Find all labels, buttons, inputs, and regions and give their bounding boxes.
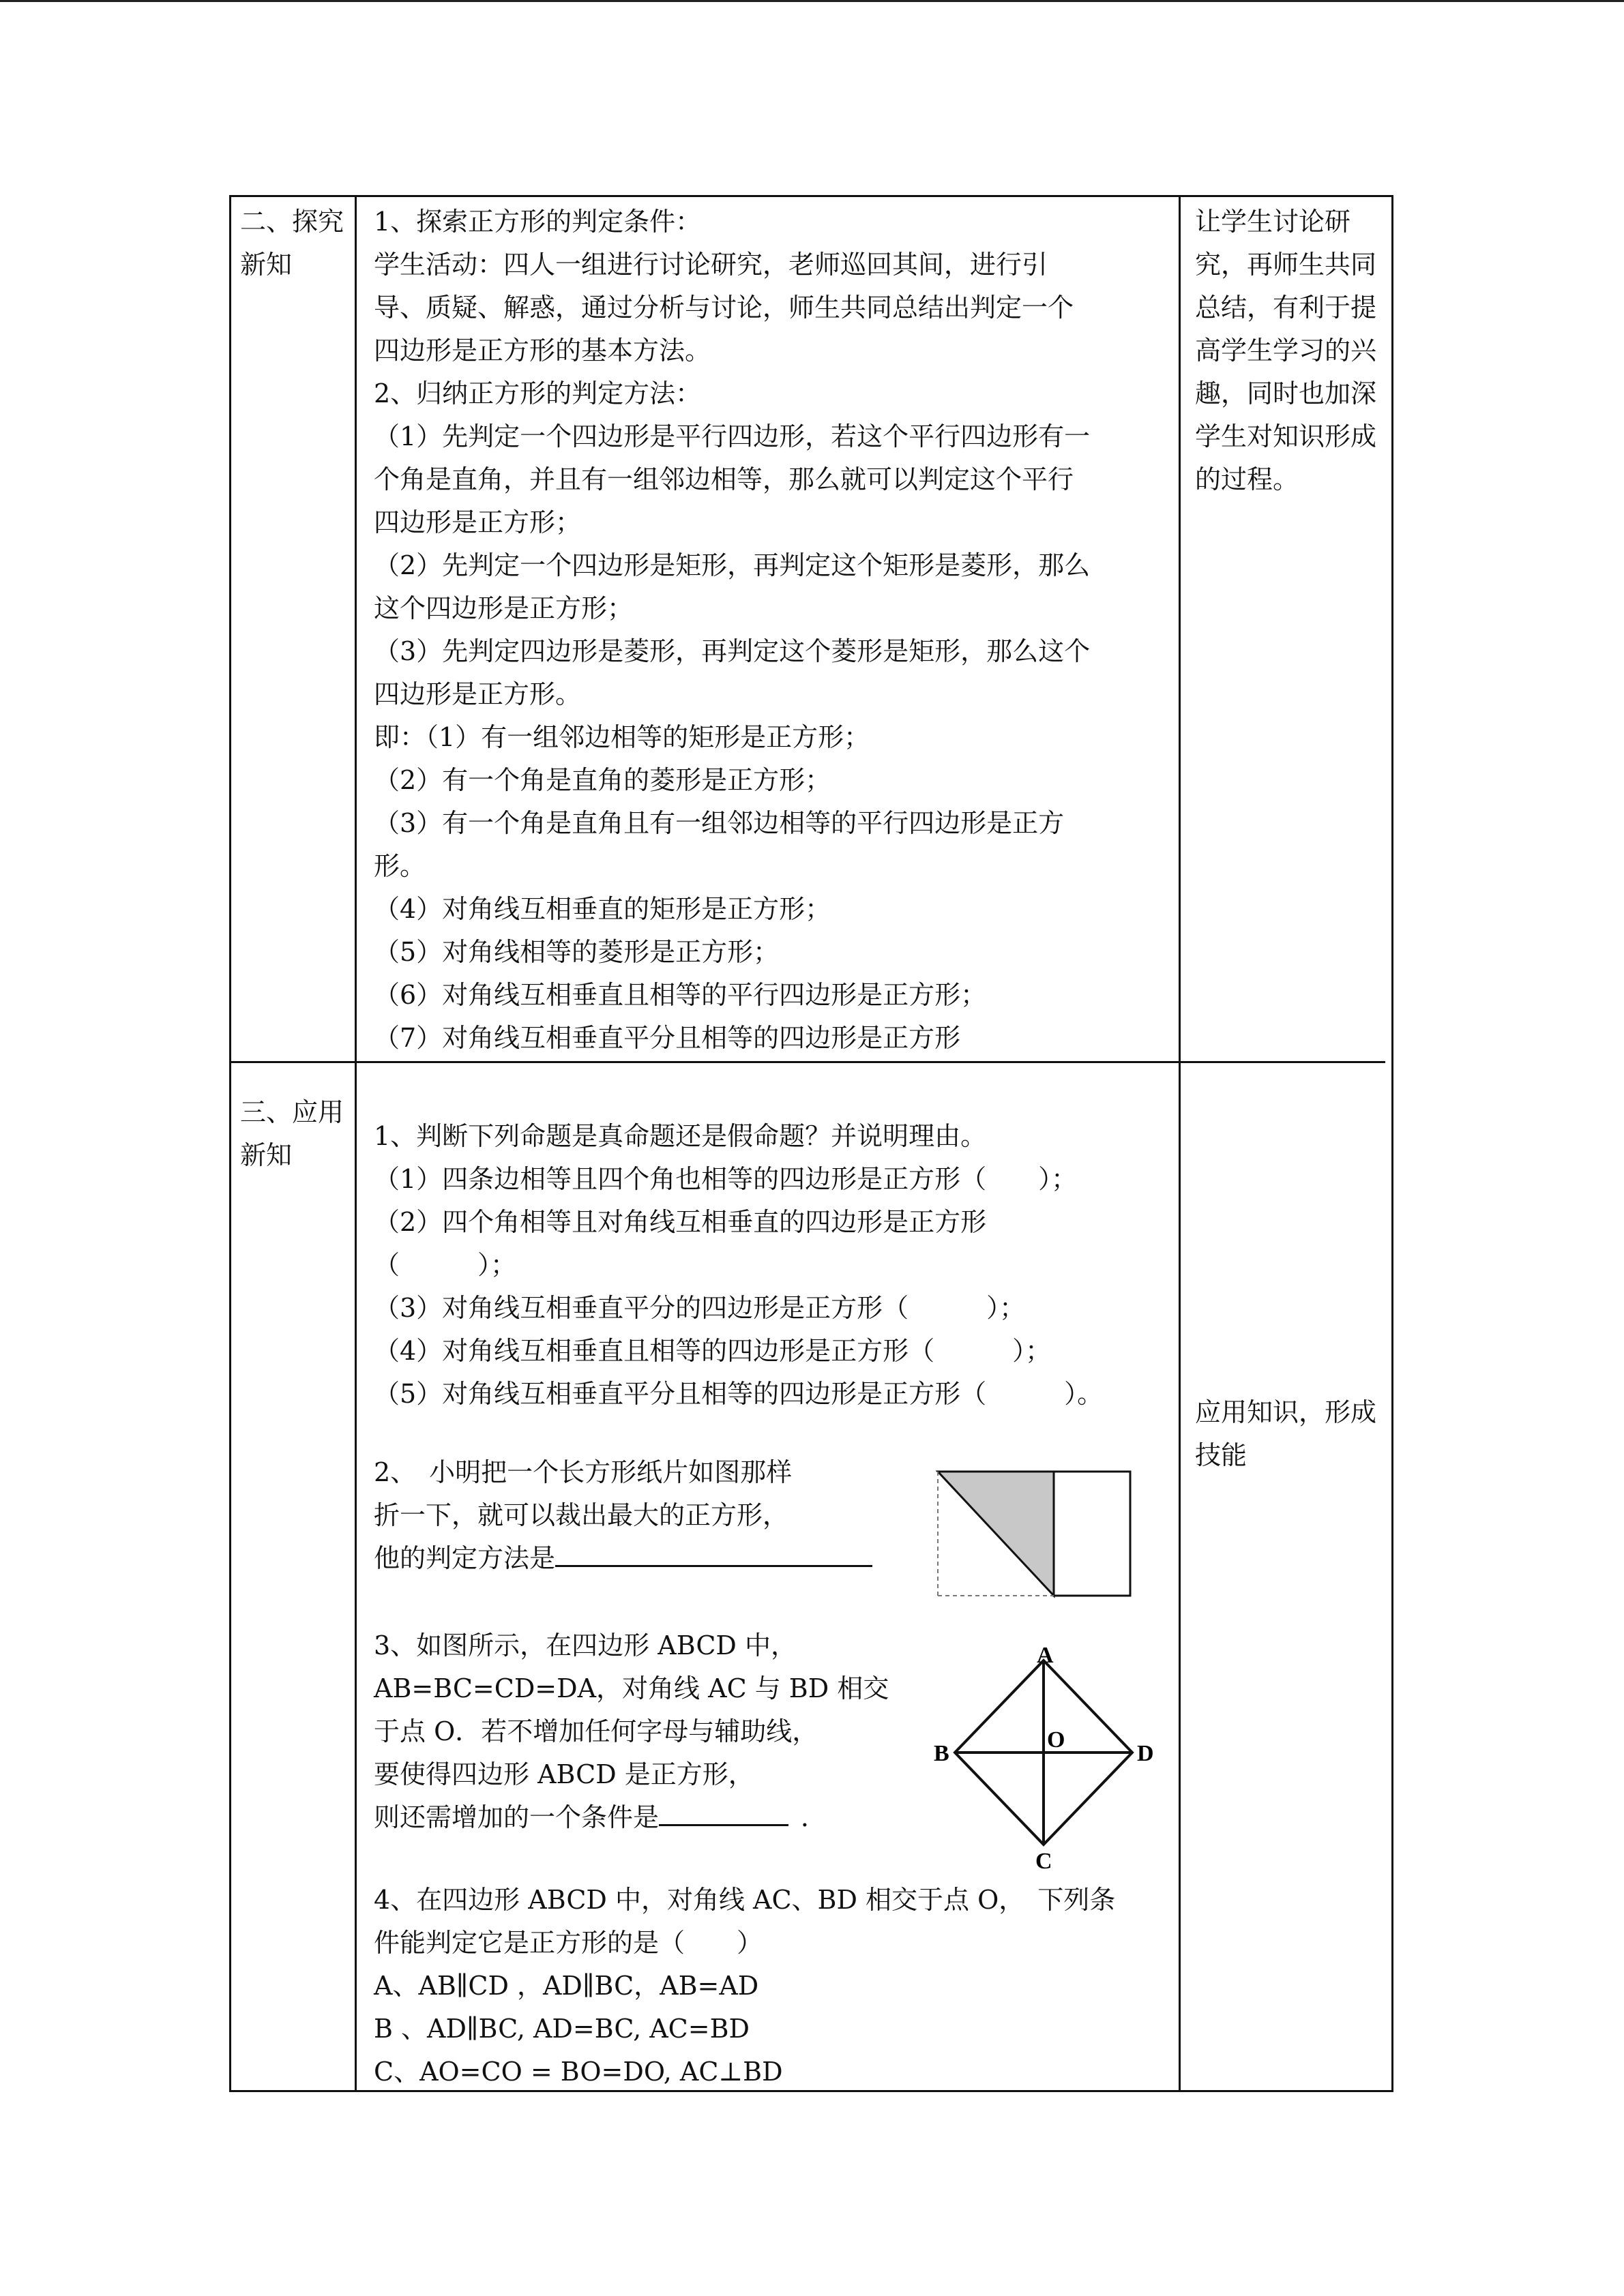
- rhombus-abcd-figure: [924, 1637, 1170, 1882]
- explore-note: 让学生讨论研究，再师生共同总结，有利于提高学生学习的兴趣，同时也加深学生对知识形成的过程。: [1195, 207, 1377, 494]
- text-line: （2）先判定一个四边形是矩形，再判定这个矩形是菱形，那么: [374, 550, 1091, 580]
- text-line: 则还需增加的一个条件是 ．: [374, 1802, 827, 1832]
- text-line: AB=BC=CD=DA，对角线 AC 与 BD 相交: [374, 1673, 889, 1703]
- text-line: 折一下，就可以裁出最大的正方形，: [374, 1500, 789, 1530]
- question-3: [374, 1624, 892, 1839]
- text-line: 2、归纳正方形的判定方法：: [374, 378, 702, 408]
- text-line: 这个四边形是正方形；: [374, 593, 634, 623]
- vertex-b-label: B: [934, 1741, 949, 1766]
- text-line: 4、在四边形 ABCD 中，对角线 AC、BD 相交于点 O， 下列条: [374, 1885, 1116, 1915]
- text-line: 他的判定方法是: [374, 1537, 892, 1580]
- text-line: A、AB∥CD ，AD∥BC，AB=AD: [374, 1971, 759, 2001]
- text-line: 导、质疑、解惑，通过分析与讨论，师生共同总结出判定一个: [374, 293, 1074, 323]
- text-line: 2、 小明把一个长方形纸片如图那样: [374, 1457, 793, 1487]
- row-divider: [229, 1061, 1385, 1063]
- text-line: （5）对角线互相垂直平分且相等的四边形是正方形（ ）。: [374, 1379, 1104, 1409]
- explore-content: [374, 200, 1179, 1060]
- explore-heading: 二、探究新知: [240, 207, 344, 280]
- table-top-border: [229, 195, 1393, 197]
- answer-blank[interactable]: [555, 1564, 872, 1567]
- question-1: [374, 1115, 1179, 1416]
- text-line: 形。: [374, 851, 426, 881]
- text-line: （1）先判定一个四边形是平行四边形，若这个平行四边形有一: [374, 421, 1091, 451]
- text-line: 1、探索正方形的判定条件：: [374, 207, 702, 237]
- question-4: [374, 1879, 1179, 2093]
- text-line: 四边形是正方形；: [374, 507, 582, 537]
- text-line: （4）对角线互相垂直且相等的四边形是正方形（ ）；: [374, 1336, 1052, 1366]
- text-line: 四边形是正方形。: [374, 679, 582, 709]
- text-line: （3）对角线互相垂直平分的四边形是正方形（ ）；: [374, 1293, 1026, 1323]
- folded-triangle: [938, 1472, 1054, 1596]
- vertex-d-label: D: [1137, 1741, 1154, 1766]
- apply-note: 应用知识，形成技能: [1195, 1397, 1377, 1470]
- column-divider-1: [355, 195, 357, 2092]
- text-line: 1、判断下列命题是真命题还是假命题？并说明理由。: [374, 1121, 987, 1151]
- text-line: （6）对角线互相垂直且相等的平行四边形是正方形；: [374, 980, 987, 1010]
- text-line: （4）对角线互相垂直的矩形是正方形；: [374, 894, 831, 924]
- text-line: 四边形是正方形的基本方法。: [374, 336, 711, 366]
- text-line: （1）四条边相等且四个角也相等的四边形是正方形（ ）；: [374, 1164, 1078, 1194]
- remaining-rectangle: [1054, 1472, 1130, 1596]
- center-o-label: O: [1047, 1727, 1065, 1753]
- text-line: 于点 O．若不增加任何字母与辅助线，: [374, 1716, 818, 1746]
- text-line: 要使得四边形 ABCD 是正方形，: [374, 1759, 754, 1789]
- text-line: 即：（1）有一组邻边相等的矩形是正方形；: [374, 722, 870, 752]
- text-line: （5）对角线相等的菱形是正方形；: [374, 937, 780, 967]
- vertex-c-label: C: [1035, 1849, 1052, 1874]
- text-line: 学生活动：四人一组进行讨论研究，老师巡回其间，进行引: [374, 250, 1048, 280]
- vertex-a-label: A: [1037, 1643, 1054, 1668]
- folded-paper-figure: [931, 1466, 1136, 1602]
- text-line: B 、AD∥BC, AD=BC, AC=BD: [374, 2014, 750, 2044]
- text-line: （2）有一个角是直角的菱形是正方形；: [374, 765, 831, 795]
- apply-heading: 三、应用新知: [240, 1097, 344, 1170]
- question-2: [374, 1451, 892, 1580]
- text-line: 3、如图所示，在四边形 ABCD 中，: [374, 1630, 797, 1660]
- text-line: （2）四个角相等且对角线互相垂直的四边形是正方形: [374, 1207, 987, 1237]
- text-line: （ ）；: [374, 1250, 517, 1280]
- column-divider-2: [1179, 195, 1181, 2092]
- answer-blank[interactable]: [659, 1823, 788, 1826]
- page-top-border: [0, 0, 1624, 2]
- text-line: （7）对角线互相垂直平分且相等的四边形是正方形: [374, 1023, 961, 1053]
- table-right-border: [1391, 195, 1393, 2092]
- text-line: （3）有一个角是直角且有一组邻边相等的平行四边形是正方: [374, 808, 1065, 838]
- text-line: 个角是直角，并且有一组邻边相等，那么就可以判定这个平行: [374, 464, 1074, 494]
- table-left-border: [229, 195, 231, 2092]
- text-line: （3）先判定四边形是菱形，再判定这个菱形是矩形，那么这个: [374, 636, 1091, 666]
- text-line: 件能判定它是正方形的是（ ）: [374, 1928, 763, 1958]
- text-line: C、AO=CO = BO=DO, AC⊥BD: [374, 2057, 783, 2087]
